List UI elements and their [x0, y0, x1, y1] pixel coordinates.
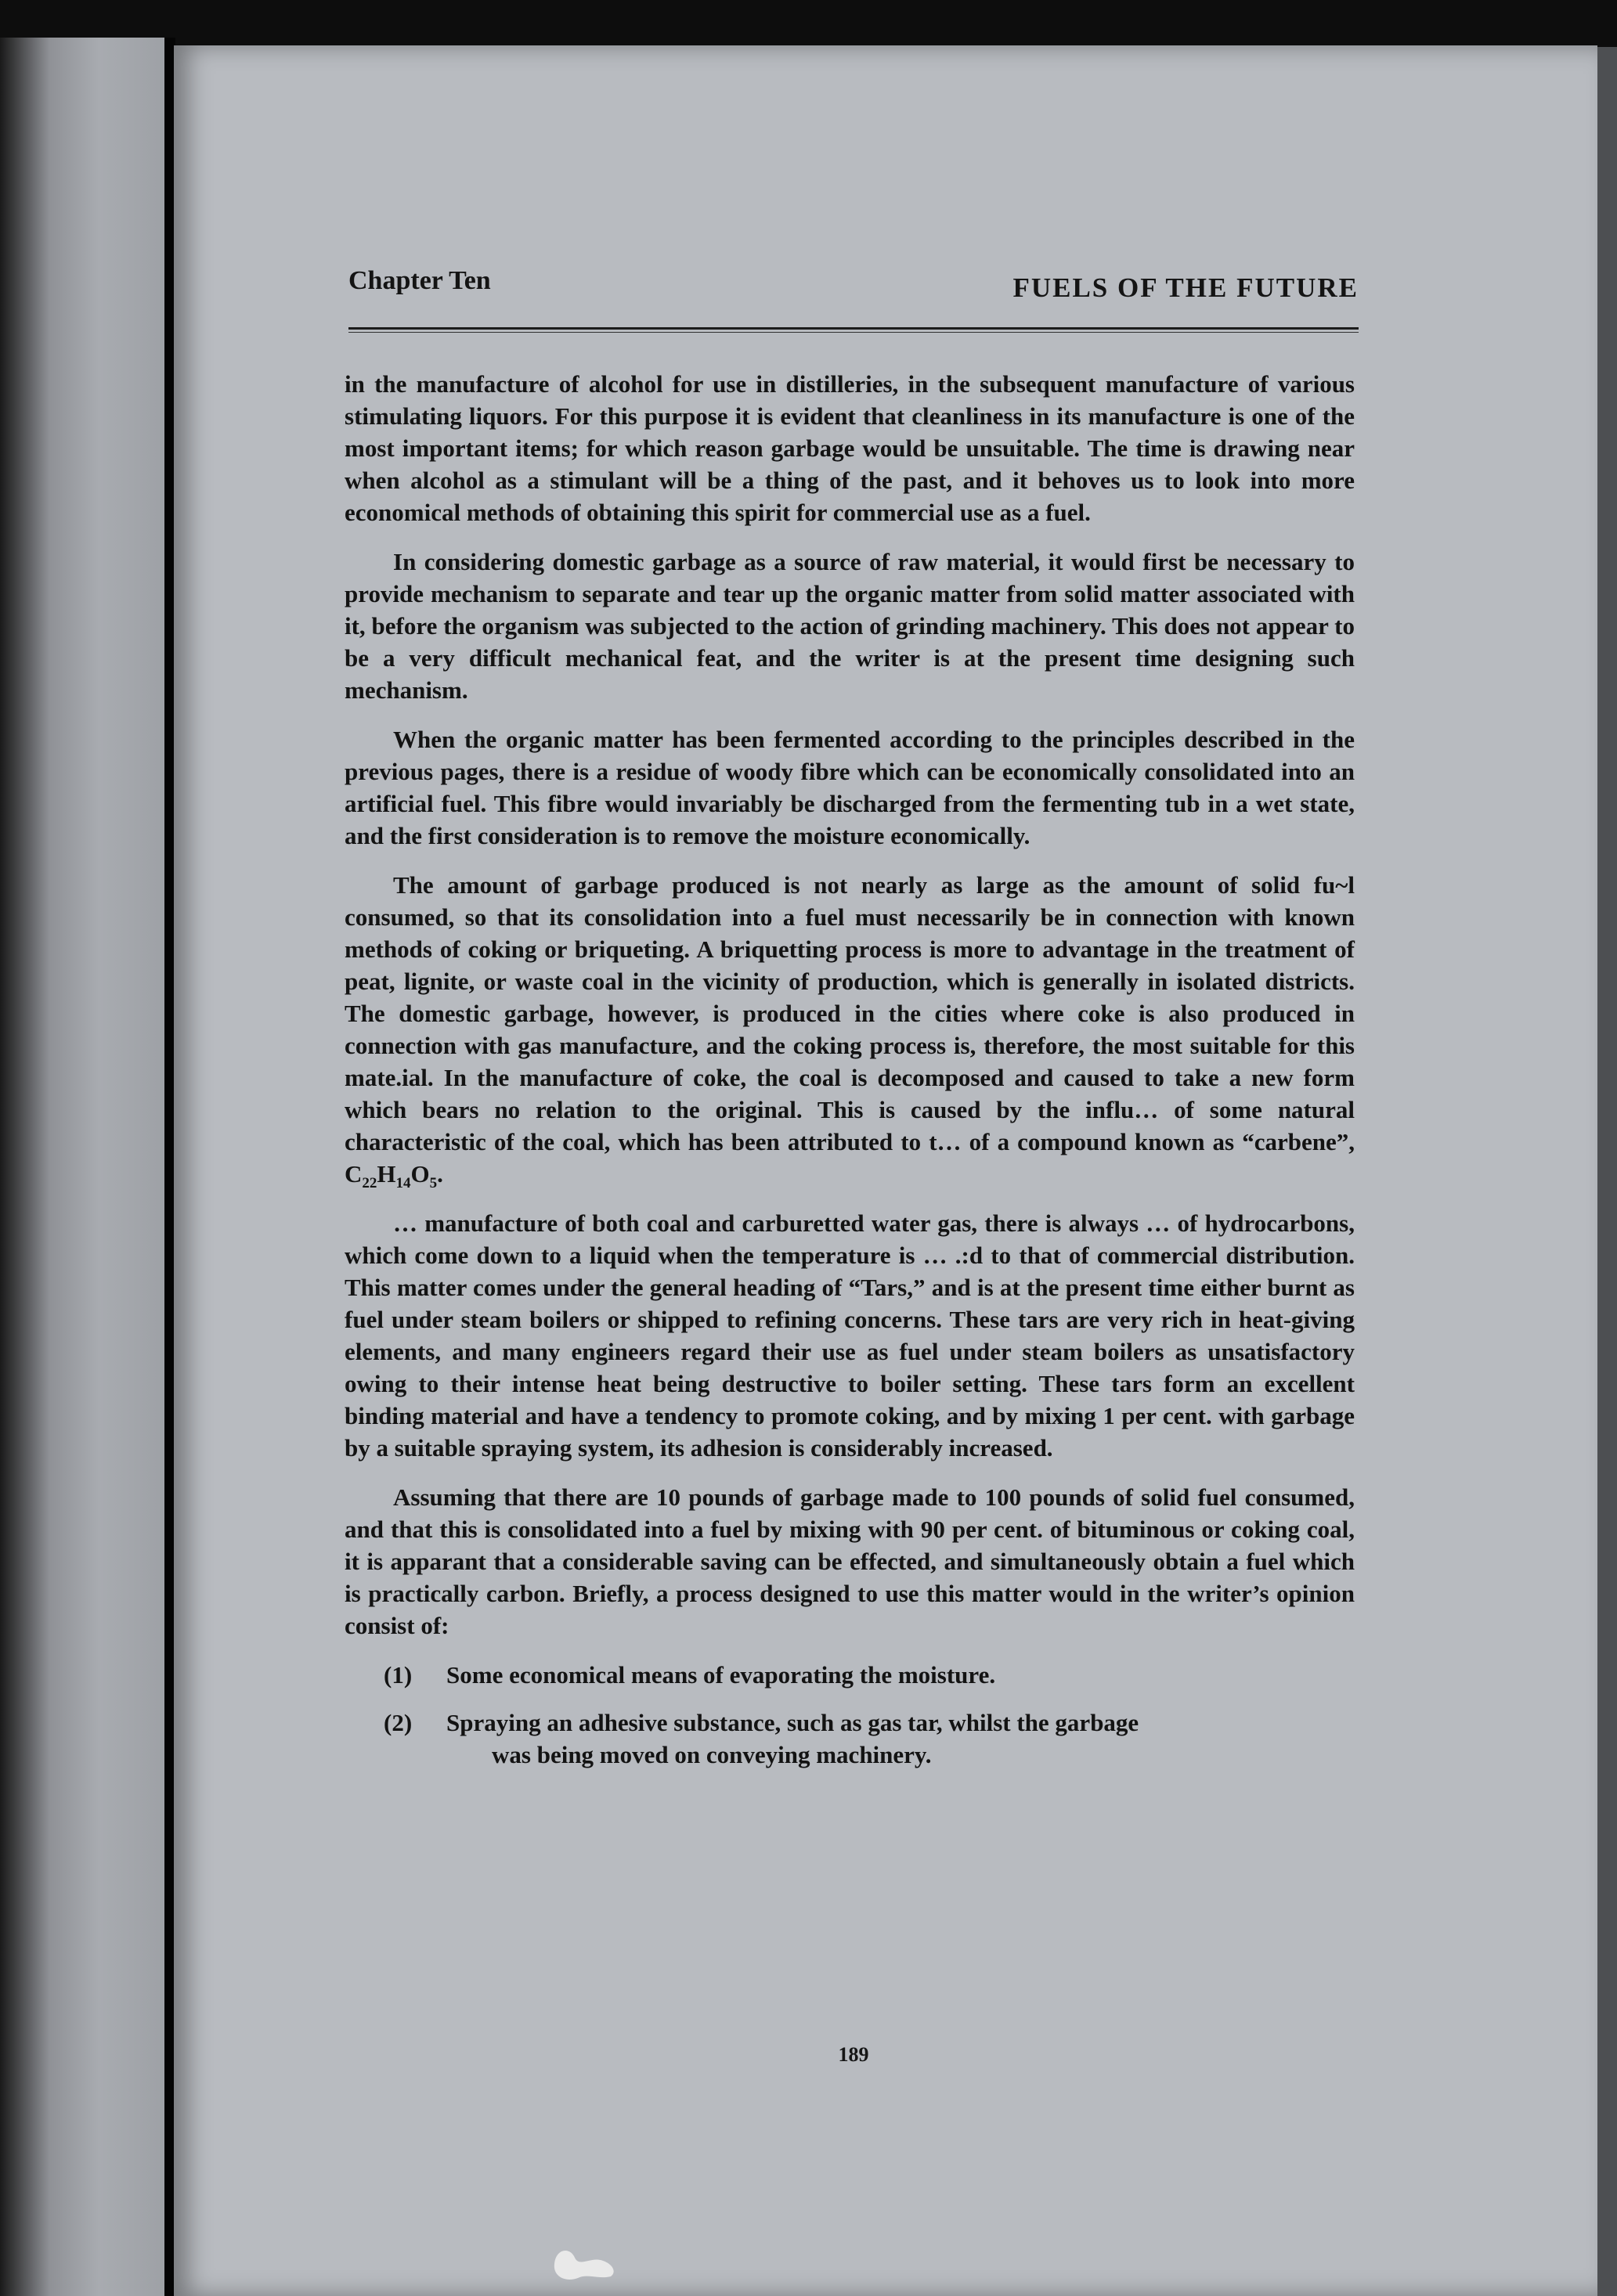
paragraph-2: In considering domestic garbage as a source of raw material, it would first be necessary to provide mechanism to separate and tear up the organic matter from solid matter associated with it, before the organism was subjected to the action of grinding machinery. This does not appear to be a very difficult mechanical feat, and the writer is at the present time designing such mechanism. [345, 548, 1355, 704]
chapter-label: Chapter Ten [348, 266, 491, 295]
running-header [348, 266, 1359, 313]
adjacent-page-edge [0, 38, 164, 2296]
paragraph-1: in the manufacture of alcohol for use in distilleries, in the subsequent manufacture of various stimulating liquors. For this purpose it is evident that cleanliness in its manufacture is one of the most important items; for which reason garbage would be unsuitable. The time is drawing near when alcohol as a stimulant will be a thing of the past, and it behoves us to look into more economical methods of obtaining this spirit for commercial use as a fuel. [345, 370, 1355, 526]
page-number: 189 [838, 2043, 869, 2066]
page-right-edge [1597, 47, 1617, 2296]
list-text: Some economical means of evaporating the moisture. [446, 1661, 996, 1689]
carbene-formula: $C_{22}H_{14}O_5$. [345, 1160, 443, 1192]
list-number: (2) [384, 1709, 413, 1736]
ink-smudge [548, 2240, 620, 2283]
list-item [345, 1707, 1355, 1771]
process-list [345, 1659, 1355, 1771]
paragraph-3: When the organic matter has been fermented according to the principles described in the previous pages, there is a residue of woody fibre which can be economically consolidated into an artificial fuel. This fibre would invariably be discharged from the fermenting tub in a wet state, and the first consideration is to remove the moisture economically. [345, 726, 1355, 849]
paragraph-5: … manufacture of both coal and carburetted water gas, there is always … of hydrocarbons, which come down to a liquid when the temperature is … .:d to that of commercial distribution. This matter comes under the general heading of “Tars,” and is at the present time either burnt as fuel under steam boilers or shipped to refining concerns. These tars are very rich in heat-giving elements, and many engineers regard their use as fuel under steam boilers as unsatisfactory owing to their intense heat being destructive to boiler setting. These tars form an excellent binding material and have a tendency to promote coking, and by mixing 1 per cent. with garbage by a suitable spraying system, its adhesion is considerably increased. [345, 1209, 1355, 1462]
list-number: (1) [384, 1661, 413, 1689]
header-rule-thin [348, 332, 1359, 333]
list-item [345, 1659, 1355, 1691]
paragraph-4-text: The amount of garbage produced is not nearly as large as the amount of solid fu~l consumed, so that its consolidation into a fuel must necessarily be in connection with known methods of coking or briqueting. A briquetting process is more to advantage in the treatment of peat, lignite, or waste coal in the vicinity of production, which is generally in isolated districts. The domestic garbage, however, is produced in the cities where coke is also produced in connection with gas manufacture, and the coking process is, therefore, the most suitable for this mate.ial. In the manufacture of coke, the coal is decomposed and caused to take a new form which bears no relation to the original. This is caused by the influ… of some natural characteristic of the coal, which has been attributed to t… of a compound known as “carbene”, [345, 871, 1355, 1155]
body-text [345, 368, 1355, 1786]
list-text: Spraying an adhesive substance, such as gas tar, whilst the garbage [446, 1709, 1139, 1736]
header-rule [348, 327, 1359, 330]
list-text-continuation: was being moved on conveying machinery. [492, 1741, 932, 1768]
paragraph-6: Assuming that there are 10 pounds of garbage made to 100 pounds of solid fuel consumed, and that this is consolidated into a fuel by mixing with 90 per cent. of bituminous or coking coal, it is apparant that a considerable saving can be effected, and simultaneously obtain a fuel which is practically carbon. Briefly, a process designed to use this matter would in the writer’s opinion consist of: [345, 1483, 1355, 1639]
running-title: FUELS OF THE FUTURE [1012, 272, 1359, 303]
paragraph-4 [345, 869, 1355, 1190]
